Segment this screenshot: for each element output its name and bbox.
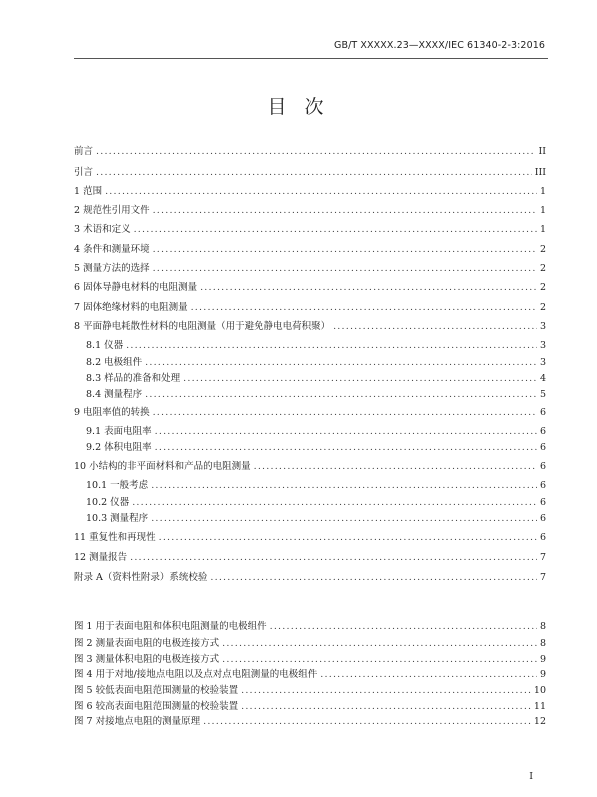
toc-entry-label: 引言 bbox=[74, 167, 94, 178]
figure-entry-label: 图 1 用于表面电阻和体积电阻测量的电极组件 bbox=[74, 621, 267, 632]
figure-entry-page: 9 bbox=[539, 654, 546, 665]
toc-entry[interactable] bbox=[74, 223, 546, 237]
toc-entry-page: 6 bbox=[539, 513, 546, 524]
figure-entry[interactable] bbox=[74, 637, 546, 651]
toc-entry-label: 10 小结构的非平面材料和产品的电阻测量 bbox=[74, 461, 251, 472]
figure-entry[interactable] bbox=[74, 620, 546, 634]
toc-entry[interactable] bbox=[74, 166, 546, 180]
toc-entry[interactable] bbox=[74, 262, 546, 276]
toc-entry[interactable] bbox=[74, 460, 546, 474]
figure-entry-page: 10 bbox=[533, 685, 546, 696]
toc-subentry[interactable] bbox=[86, 356, 546, 370]
page-number: I bbox=[529, 771, 533, 782]
toc-entry-page: 4 bbox=[539, 373, 546, 384]
toc-entry-page: 1 bbox=[539, 186, 546, 197]
toc-entry-page: 6 bbox=[539, 497, 546, 508]
figure-entry[interactable] bbox=[74, 715, 546, 729]
figure-entry-label: 图 5 较低表面电阻范围测量的校验装置 bbox=[74, 685, 239, 696]
figure-entry-page: 12 bbox=[533, 716, 546, 727]
toc-entry-label: 7 固体绝缘材料的电阻测量 bbox=[74, 302, 188, 313]
document-code: GB/T XXXXX.23—XXXX/IEC 61340-2-3:2016 bbox=[334, 40, 545, 51]
toc-entry-page: 1 bbox=[539, 205, 546, 216]
toc-entry-label: 11 重复性和再现性 bbox=[74, 532, 156, 543]
toc-entry-page: 2 bbox=[539, 263, 546, 274]
figure-entry-page: 11 bbox=[533, 701, 546, 712]
toc-entry-page: II bbox=[538, 146, 546, 157]
toc-entry[interactable] bbox=[74, 145, 546, 159]
page-title: 目 次 bbox=[267, 96, 330, 118]
toc-entry-label: 4 条件和测量环境 bbox=[74, 244, 150, 255]
toc-entry-label: 前言 bbox=[74, 146, 94, 157]
toc-subentry[interactable] bbox=[86, 496, 546, 510]
toc-entry[interactable] bbox=[74, 320, 546, 334]
toc-entry-page: 7 bbox=[539, 572, 546, 583]
toc-subentry[interactable] bbox=[86, 372, 546, 386]
toc-entry[interactable] bbox=[74, 531, 546, 545]
toc-entry-page: 1 bbox=[539, 224, 546, 235]
toc-entry-label: 3 术语和定义 bbox=[74, 224, 131, 235]
toc-entry-label: 9 电阻率值的转换 bbox=[74, 407, 150, 418]
toc-entry-label: 10.1 一般考虑 bbox=[86, 480, 149, 491]
toc-entry-page: 3 bbox=[539, 321, 546, 332]
toc-entry-label: 10.3 测量程序 bbox=[86, 513, 149, 524]
toc-entry[interactable] bbox=[74, 551, 546, 565]
figure-entry-label: 图 4 用于对地/接地点电阻以及点对点电阻测量的电极组件 bbox=[74, 669, 318, 680]
figure-entry[interactable] bbox=[74, 684, 546, 698]
toc-entry-page: 6 bbox=[539, 532, 546, 543]
figure-entry-page: 9 bbox=[539, 669, 546, 680]
toc-entry[interactable] bbox=[74, 571, 546, 585]
figure-entry-page: 8 bbox=[539, 621, 546, 632]
toc-entry-page: 6 bbox=[539, 407, 546, 418]
figure-entry-label: 图 2 测量表面电阻的电极连接方式 bbox=[74, 638, 220, 649]
toc-entry-label: 6 固体导静电材料的电阻测量 bbox=[74, 282, 198, 293]
toc-entry-label: 9.2 体积电阻率 bbox=[86, 442, 152, 453]
toc-entry[interactable] bbox=[74, 281, 546, 295]
toc-entry-label: 12 测量报告 bbox=[74, 552, 128, 563]
figure-entry-page: 8 bbox=[539, 638, 546, 649]
toc-entry-label: 8 平面静电耗散性材料的电阻测量（用于避免静电电荷积聚） bbox=[74, 321, 331, 332]
toc-entry-page: 6 bbox=[539, 480, 546, 491]
toc-entry[interactable] bbox=[74, 185, 546, 199]
toc-subentry[interactable] bbox=[86, 388, 546, 402]
toc-entry-label: 1 范围 bbox=[74, 186, 103, 197]
figure-entry-label: 图 6 较高表面电阻范围测量的校验装置 bbox=[74, 701, 239, 712]
toc-subentry[interactable] bbox=[86, 339, 546, 353]
toc-entry-label: 8.4 测量程序 bbox=[86, 389, 143, 400]
toc-entry-page: 3 bbox=[539, 357, 546, 368]
toc-entry[interactable] bbox=[74, 301, 546, 315]
figure-entry[interactable] bbox=[74, 653, 546, 667]
toc-entry-page: 5 bbox=[539, 389, 546, 400]
toc-entry-label: 8.3 样品的准备和处理 bbox=[86, 373, 181, 384]
toc-entry-page: 6 bbox=[539, 461, 546, 472]
toc-entry-page: III bbox=[534, 167, 546, 178]
toc-entry-page: 2 bbox=[539, 282, 546, 293]
toc-entry-page: 3 bbox=[539, 340, 546, 351]
toc-entry-page: 2 bbox=[539, 244, 546, 255]
figure-entry-label: 图 3 测量体积电阻的电极连接方式 bbox=[74, 654, 220, 665]
toc-entry-page: 2 bbox=[539, 302, 546, 313]
toc-entry-label: 8.1 仪器 bbox=[86, 340, 124, 351]
toc-entry-label: 2 规范性引用文件 bbox=[74, 205, 150, 216]
figure-entry[interactable] bbox=[74, 668, 546, 682]
toc-subentry[interactable] bbox=[86, 425, 546, 439]
toc-entry-label: 8.2 电极组件 bbox=[86, 357, 143, 368]
toc-entry-label: 附录 A（资料性附录）系统校验 bbox=[74, 572, 208, 583]
figure-entry[interactable] bbox=[74, 700, 546, 714]
toc-entry-label: 10.2 仪器 bbox=[86, 497, 130, 508]
toc-subentry[interactable] bbox=[86, 441, 546, 455]
toc-entry[interactable] bbox=[74, 204, 546, 218]
figure-entry-label: 图 7 对接地点电阻的测量原理 bbox=[74, 716, 201, 727]
header-rule bbox=[74, 58, 548, 59]
toc-entry[interactable] bbox=[74, 243, 546, 257]
toc-entry-page: 6 bbox=[539, 442, 546, 453]
toc-entry-label: 9.1 表面电阻率 bbox=[86, 426, 152, 437]
toc-entry-page: 6 bbox=[539, 426, 546, 437]
toc-entry[interactable] bbox=[74, 406, 546, 420]
toc-subentry[interactable] bbox=[86, 512, 546, 526]
toc-entry-label: 5 测量方法的选择 bbox=[74, 263, 150, 274]
toc-entry-page: 7 bbox=[539, 552, 546, 563]
toc-subentry[interactable] bbox=[86, 479, 546, 493]
